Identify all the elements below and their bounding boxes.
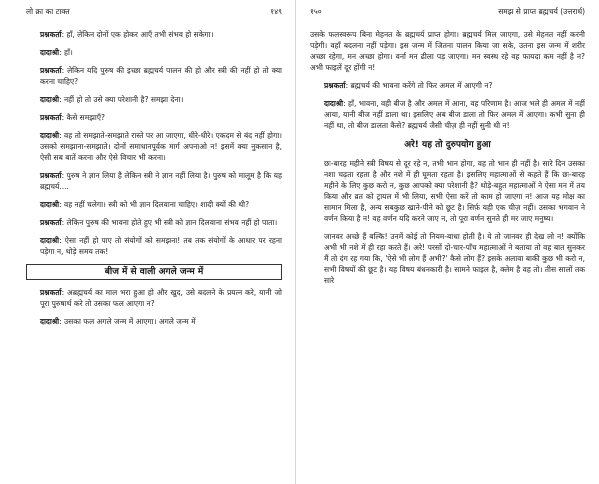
paragraph-text: : अब्रह्मचर्य का माल भरा हुआ हो और खुद, उसे बदलने के प्रयत्न करे, यानी जो पूरा पुरुषार्थ करे तो उसका फल आएगा न?: [40, 288, 282, 308]
paragraph: [310, 231, 585, 286]
paragraph-text: जानवर अच्छे हैं बल्कि! उनमें कोई तो नियम-बाधा होती है। ये तो जानवर ही देख लो न! क्योंकि अभी भी नशे में ही रहा करते हैं। अरे! परसों दो-चार-पाँच महात्माओं ने बताया तो वह बात सुनकर मैं तो दंग रह गया कि, 'ऐसे भी लोग हैं अभी?' कैसे लोग हैं? इसके अलावा बाकी कुछ भी करो न, सभी विषयों की छूट है। यह विषय बंधनकारी है। सामने फाइल है, क्लेम है वह तो। तीस सालों तक सारे: [324, 232, 585, 285]
paragraph-text: : ब्रह्मचर्य की भावना करेंगे तो फिर अमल में आएगी न?: [345, 81, 493, 90]
paragraph-text: : वह नहीं चलेगा। स्त्री को भी ज्ञान दिलवाना चाहिए। शादी क्यों की थी?: [59, 200, 250, 209]
right-page: [300, 0, 599, 484]
speaker-label: प्रश्नकर्ता: [40, 113, 62, 122]
paragraph-text: : वह तो समझाते-समझाते रास्ते पर आ जाएगा, धीरे-धीरे। एकदम से बंद नहीं होगा। उसको समझाना-समझाते। दोनों समाधानपूर्वक मार्ग अपनाओ न! इसमें क्या नुकसान है, ऐसी सब बातें करना और ऐसे विचार भी करना।: [40, 131, 282, 162]
section-heading: अरे! यह तो दुरुपयोग हुआ: [404, 140, 491, 150]
speaker-label: दादाश्री: [40, 317, 60, 326]
paragraph: [26, 217, 282, 228]
section-heading: बीज में से वाली अगले जन्म में: [26, 264, 282, 280]
paragraph-text: : हाँ, लेकिन दोनों एक होकर आएँ तभी संभव हो सकेगा।: [61, 30, 214, 39]
paragraph: [26, 29, 282, 40]
paragraph: [26, 170, 282, 192]
paragraph-text: उसके फलस्वरूप बिना मेहनत के ब्रह्मचर्य प्राप्त होगा। ब्रह्मचर्य मिल जाएगा, उसे मेहनत नहीं करनी पड़ेगी। वहाँ बदलना नहीं पड़ेगा। इस जन्म में जितना पालन किया जा सके, उतना इस जन्म में शरीर अच्छा रहेगा, मन अच्छा होगा। वर्ना मन ढीला पड़ जाएगा। मन स्वस्थ रहे वह फायदा कम नहीं है न? अभी फाइलें दूर होंगी न!: [310, 30, 585, 72]
paragraph: [26, 130, 282, 163]
paragraph-text: : हाँ।: [59, 48, 73, 57]
paragraph-text: : पुरुष ने ज्ञान लिया है लेकिन स्त्री ने ज्ञान नहीं लिया है। पुरुष को मालूम है कि यह ब्रह्मचर्य....: [40, 171, 282, 191]
paragraph: [26, 316, 282, 327]
paragraph: [310, 80, 585, 91]
paragraph: [26, 235, 282, 257]
paragraph: [26, 94, 282, 105]
left-page-header: [26, 6, 282, 19]
speaker-label: प्रश्नकर्ता: [40, 66, 62, 75]
paragraph-text: : उसका फल अगले जन्म में आएगा। अगले जन्म में: [59, 317, 196, 326]
paragraph-text: : लेकिन यदि पुरुष की इच्छा ब्रह्मचर्य पालन की हो और स्त्री की नहीं हो तो क्या करना चाहिए?: [40, 66, 282, 86]
speaker-label: दादाश्री: [40, 48, 60, 57]
paragraph: [26, 47, 282, 58]
paragraph: [310, 29, 585, 73]
speaker-label: प्रश्नकर्ता: [40, 218, 62, 227]
left-page: [0, 0, 292, 484]
paragraph: [310, 158, 585, 224]
speaker-label: प्रश्नकर्ता: [324, 81, 346, 90]
speaker-label: दादाश्री: [40, 200, 60, 209]
paragraph: [310, 98, 585, 131]
speaker-label: प्रश्नकर्ता: [40, 30, 62, 39]
right-page-header: [310, 6, 585, 19]
page-number: १५०: [310, 7, 322, 16]
paragraph: [26, 112, 282, 123]
speaker-label: दादाश्री: [324, 99, 344, 108]
running-title: लो क्रा का टाक्त: [26, 7, 70, 16]
running-title: समझ से प्राप्त ब्रह्मचर्य (उत्तरार्ध): [498, 7, 585, 16]
speaker-label: दादाश्री: [40, 131, 60, 140]
paragraph-text: : नहीं हो तो उसे क्या परेशानी है? समझा देना।: [59, 95, 184, 104]
paragraph-text: : कैसे समझाएँ?: [61, 113, 105, 122]
paragraph: [26, 199, 282, 210]
speaker-label: दादाश्री: [40, 95, 60, 104]
paragraph: [26, 65, 282, 87]
page-gutter: [295, 0, 296, 484]
paragraph-text: : हाँ, भावना, वही बीज है और अमल में आना, वह परिणाम है। आज भले ही अमल में नहीं आया, यानी बीज नहीं डाला था। इसलिए अब बीज डाला तो फिर अमल में आएगा। कभी सुना ही नहीं था, तो बीज डालता कैसे? ब्रह्मचर्य जैसी चीज़ ही नहीं सुनी थी न!: [324, 99, 585, 130]
speaker-label: दादाश्री: [40, 236, 60, 245]
speaker-label: प्रश्नकर्ता: [40, 171, 62, 180]
page-number: १४९: [270, 7, 282, 16]
paragraph: [26, 287, 282, 309]
paragraph-text: : ऐसा नहीं हो पाए तो संयोगों को समझना! तब तक संयोगों के आधार पर रहना पड़ेगा न, थोड़े समय तक!: [40, 236, 282, 256]
paragraph-text: छः-बारह महीने स्त्री विषय से दूर रहे न, तभी भान होगा, वह तो भान ही नहीं है। सारे दिन उसका नशा चढ़ता रहता है और नशे में ही घूमता रहता है। इसलिए महात्माओं से कहते हैं कि छः-बारह महीने के लिए कुछ करो न, कुछ आपको क्या परेशानी है? थोड़े-बहुत महात्माओं ने ऐसा मन में तय किया और व्रत को ट्रायल में भी लिया, सभी ऐसा करें तो काम हो जाएगा न! आज यह मोक्ष का सामान मिला है, अन्य सबकुछ खाने-पीने को छूट है। सिर्फ़ यही एक चीज़ नहीं। उसका भगवान ने वर्णन किया है न! वह वर्णन यदि करने जाए न, तो पूरा वर्णन सुनते ही मर जाए मनुष्य।: [324, 159, 585, 223]
paragraph-text: : लेकिन पुरुष की भावना होते हुए भी स्त्री को ज्ञान दिलवाना संभव नहीं हो पाता।: [61, 218, 278, 227]
speaker-label: प्रश्नकर्ता: [40, 288, 62, 297]
